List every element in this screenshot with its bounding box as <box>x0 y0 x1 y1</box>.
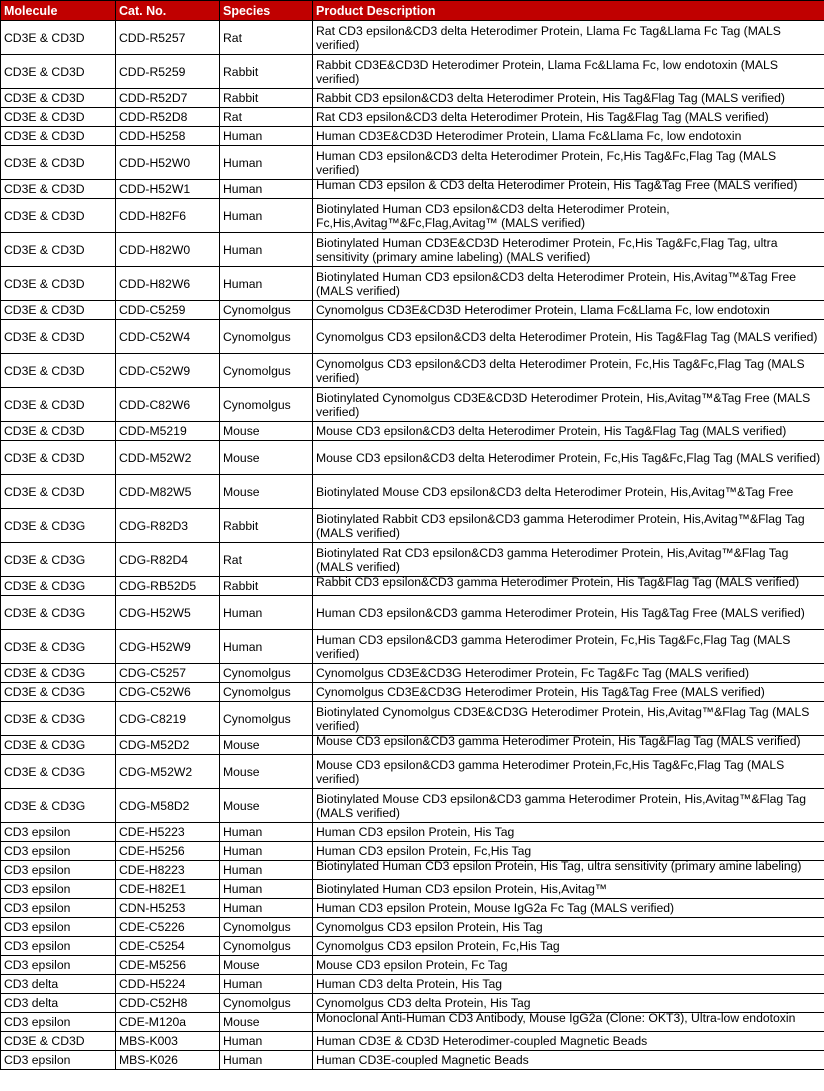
cat-no-cell: CDD-C52W4 <box>116 320 220 354</box>
description-cell: Rabbit CD3 epsilon&CD3 delta Heterodimer Protein, His Tag&Flag Tag (MALS verified) <box>313 89 824 108</box>
species-cell: Human <box>220 199 313 233</box>
molecule-cell: CD3E & CD3D <box>1 267 116 301</box>
molecule-cell: CD3E & CD3G <box>1 577 116 596</box>
cat-no-cell: CDD-H52W1 <box>116 180 220 199</box>
description-cell: Human CD3 epsilon Protein, Fc,His Tag <box>313 842 824 861</box>
molecule-cell: CD3E & CD3D <box>1 422 116 441</box>
table-row <box>1 630 824 664</box>
species-cell: Mouse <box>220 736 313 755</box>
table-row <box>1 301 824 320</box>
cat-no-cell: CDD-M5219 <box>116 422 220 441</box>
table-row <box>1 233 824 267</box>
molecule-cell: CD3 epsilon <box>1 1051 116 1070</box>
cat-no-cell: CDD-R5257 <box>116 21 220 55</box>
table-row <box>1 422 824 441</box>
table-row <box>1 736 824 755</box>
description-cell: Human CD3E & CD3D Heterodimer-coupled Magnetic Beads <box>313 1032 824 1051</box>
species-cell: Human <box>220 180 313 199</box>
species-cell: Human <box>220 1051 313 1070</box>
molecule-cell: CD3E & CD3D <box>1 475 116 509</box>
cat-no-cell: CDE-C5254 <box>116 937 220 956</box>
table-row <box>1 683 824 702</box>
cat-no-cell: CDG-H52W5 <box>116 596 220 630</box>
molecule-cell: CD3 epsilon <box>1 1013 116 1032</box>
description-cell: Cynomolgus CD3E&CD3G Heterodimer Protein, Fc Tag&Fc Tag (MALS verified) <box>313 664 824 683</box>
table-row <box>1 702 824 736</box>
molecule-cell: CD3 epsilon <box>1 880 116 899</box>
cat-no-cell: CDD-C52H8 <box>116 994 220 1013</box>
molecule-cell: CD3 epsilon <box>1 937 116 956</box>
description-cell: Biotinylated Mouse CD3 epsilon&CD3 delta Heterodimer Protein, His,Avitag™&Tag Free <box>313 475 824 509</box>
molecule-cell: CD3E & CD3D <box>1 199 116 233</box>
header-product-description: Product Description <box>313 1 824 21</box>
description-cell: Mouse CD3 epsilon&CD3 delta Heterodimer Protein, His Tag&Flag Tag (MALS verified) <box>313 422 824 441</box>
description-cell: Human CD3 epsilon & CD3 delta Heterodimer Protein, His Tag&Tag Free (MALS verified) <box>313 180 824 199</box>
species-cell: Cynomolgus <box>220 301 313 320</box>
description-cell: Biotinylated Human CD3 epsilon Protein, His Tag, ultra sensitivity (primary amine labeling) <box>313 861 824 880</box>
cat-no-cell: CDD-R5259 <box>116 55 220 89</box>
cat-no-cell: CDN-H5253 <box>116 899 220 918</box>
species-cell: Human <box>220 880 313 899</box>
molecule-cell: CD3E & CD3G <box>1 596 116 630</box>
molecule-cell: CD3 delta <box>1 994 116 1013</box>
description-cell: Cynomolgus CD3E&CD3D Heterodimer Protein, Llama Fc&Llama Fc, low endotoxin <box>313 301 824 320</box>
species-cell: Mouse <box>220 475 313 509</box>
table-row <box>1 1013 824 1032</box>
description-cell: Cynomolgus CD3 epsilon&CD3 delta Heterodimer Protein, His Tag&Flag Tag (MALS verified) <box>313 320 824 354</box>
table-row <box>1 127 824 146</box>
description-cell: Rabbit CD3E&CD3D Heterodimer Protein, Llama Fc&Llama Fc, low endotoxin (MALS verified) <box>313 55 824 89</box>
species-cell: Mouse <box>220 441 313 475</box>
molecule-cell: CD3E & CD3D <box>1 388 116 422</box>
cat-no-cell: CDE-M5256 <box>116 956 220 975</box>
table-row <box>1 596 824 630</box>
table-row <box>1 956 824 975</box>
species-cell: Human <box>220 596 313 630</box>
description-cell: Cynomolgus CD3 delta Protein, His Tag <box>313 994 824 1013</box>
species-cell: Human <box>220 861 313 880</box>
table-row <box>1 975 824 994</box>
description-cell: Biotinylated Human CD3 epsilon&CD3 delta Heterodimer Protein, His,Avitag™&Tag Free (MALS verified) <box>313 267 824 301</box>
table-row <box>1 918 824 937</box>
species-cell: Cynomolgus <box>220 354 313 388</box>
cat-no-cell: CDG-M52D2 <box>116 736 220 755</box>
molecule-cell: CD3E & CD3D <box>1 108 116 127</box>
cat-no-cell: CDE-H8223 <box>116 861 220 880</box>
species-cell: Mouse <box>220 422 313 441</box>
species-cell: Rabbit <box>220 577 313 596</box>
cat-no-cell: CDD-C52W9 <box>116 354 220 388</box>
species-cell: Mouse <box>220 789 313 823</box>
molecule-cell: CD3 epsilon <box>1 899 116 918</box>
cat-no-cell: CDD-C5259 <box>116 301 220 320</box>
species-cell: Human <box>220 146 313 180</box>
species-cell: Rat <box>220 108 313 127</box>
molecule-cell: CD3E & CD3G <box>1 630 116 664</box>
table-row <box>1 861 824 880</box>
cat-no-cell: CDE-M120a <box>116 1013 220 1032</box>
table-row <box>1 899 824 918</box>
description-cell: Biotinylated Human CD3 epsilon Protein, His,Avitag™ <box>313 880 824 899</box>
cat-no-cell: CDD-H5224 <box>116 975 220 994</box>
molecule-cell: CD3E & CD3D <box>1 55 116 89</box>
molecule-cell: CD3E & CD3G <box>1 543 116 577</box>
cat-no-cell: MBS-K003 <box>116 1032 220 1051</box>
cat-no-cell: CDD-M82W5 <box>116 475 220 509</box>
cat-no-cell: CDG-M52W2 <box>116 755 220 789</box>
description-cell: Human CD3 epsilon Protein, His Tag <box>313 823 824 842</box>
cat-no-cell: CDD-H82W6 <box>116 267 220 301</box>
species-cell: Human <box>220 233 313 267</box>
species-cell: Rabbit <box>220 509 313 543</box>
description-cell: Biotinylated Human CD3 epsilon&CD3 delta Heterodimer Protein, Fc,His,Avitag™&Fc,Flag,Avitag™ (MALS verified) <box>313 199 824 233</box>
cat-no-cell: CDE-H5223 <box>116 823 220 842</box>
cat-no-cell: CDG-RB52D5 <box>116 577 220 596</box>
species-cell: Rat <box>220 543 313 577</box>
species-cell: Cynomolgus <box>220 702 313 736</box>
table-row <box>1 937 824 956</box>
table-row <box>1 543 824 577</box>
species-cell: Mouse <box>220 755 313 789</box>
description-cell: Monoclonal Anti-Human CD3 Antibody, Mouse IgG2a (Clone: OKT3), Ultra-low endotoxin <box>313 1013 824 1032</box>
cat-no-cell: CDD-H52W0 <box>116 146 220 180</box>
species-cell: Rabbit <box>220 55 313 89</box>
description-cell: Human CD3 epsilon&CD3 gamma Heterodimer Protein, Fc,His Tag&Fc,Flag Tag (MALS verified) <box>313 630 824 664</box>
description-cell: Rat CD3 epsilon&CD3 delta Heterodimer Protein, His Tag&Flag Tag (MALS verified) <box>313 108 824 127</box>
species-cell: Cynomolgus <box>220 683 313 702</box>
cat-no-cell: CDG-R82D4 <box>116 543 220 577</box>
cat-no-cell: CDG-C5257 <box>116 664 220 683</box>
species-cell: Rat <box>220 21 313 55</box>
table-row <box>1 509 824 543</box>
description-cell: Mouse CD3 epsilon Protein, Fc Tag <box>313 956 824 975</box>
table-row <box>1 146 824 180</box>
table-row <box>1 441 824 475</box>
header-molecule: Molecule <box>1 1 116 21</box>
table-row <box>1 388 824 422</box>
header-row <box>1 1 824 21</box>
description-cell: Mouse CD3 epsilon&CD3 gamma Heterodimer Protein,Fc,His Tag&Fc,Flag Tag (MALS verified) <box>313 755 824 789</box>
cat-no-cell: CDG-H52W9 <box>116 630 220 664</box>
table-row <box>1 180 824 199</box>
species-cell: Human <box>220 842 313 861</box>
table-row <box>1 267 824 301</box>
molecule-cell: CD3E & CD3G <box>1 509 116 543</box>
cat-no-cell: CDG-M58D2 <box>116 789 220 823</box>
description-cell: Cynomolgus CD3 epsilon&CD3 delta Heterodimer Protein, Fc,His Tag&Fc,Flag Tag (MALS verified) <box>313 354 824 388</box>
cat-no-cell: MBS-K026 <box>116 1051 220 1070</box>
table-row <box>1 842 824 861</box>
description-cell: Rabbit CD3 epsilon&CD3 gamma Heterodimer Protein, His Tag&Flag Tag (MALS verified) <box>313 577 824 596</box>
table-row <box>1 880 824 899</box>
table-row <box>1 108 824 127</box>
cat-no-cell: CDG-R82D3 <box>116 509 220 543</box>
molecule-cell: CD3E & CD3D <box>1 320 116 354</box>
table-row <box>1 755 824 789</box>
molecule-cell: CD3 epsilon <box>1 956 116 975</box>
description-cell: Human CD3E-coupled Magnetic Beads <box>313 1051 824 1070</box>
species-cell: Human <box>220 975 313 994</box>
species-cell: Human <box>220 127 313 146</box>
cat-no-cell: CDD-H5258 <box>116 127 220 146</box>
cat-no-cell: CDD-M52W2 <box>116 441 220 475</box>
cat-no-cell: CDE-H5256 <box>116 842 220 861</box>
table-row <box>1 823 824 842</box>
molecule-cell: CD3E & CD3D <box>1 180 116 199</box>
cat-no-cell: CDD-R52D8 <box>116 108 220 127</box>
species-cell: Cynomolgus <box>220 664 313 683</box>
species-cell: Human <box>220 267 313 301</box>
table-row <box>1 354 824 388</box>
cat-no-cell: CDD-H82F6 <box>116 199 220 233</box>
species-cell: Human <box>220 899 313 918</box>
molecule-cell: CD3E & CD3D <box>1 301 116 320</box>
description-cell: Cynomolgus CD3E&CD3G Heterodimer Protein, His Tag&Tag Free (MALS verified) <box>313 683 824 702</box>
molecule-cell: CD3E & CD3G <box>1 702 116 736</box>
molecule-cell: CD3E & CD3D <box>1 233 116 267</box>
table-row <box>1 1051 824 1070</box>
species-cell: Rabbit <box>220 89 313 108</box>
molecule-cell: CD3E & CD3G <box>1 789 116 823</box>
species-cell: Cynomolgus <box>220 918 313 937</box>
description-cell: Biotinylated Cynomolgus CD3E&CD3D Heterodimer Protein, His,Avitag™&Tag Free (MALS verified) <box>313 388 824 422</box>
molecule-cell: CD3E & CD3D <box>1 354 116 388</box>
cat-no-cell: CDE-C5226 <box>116 918 220 937</box>
cat-no-cell: CDD-R52D7 <box>116 89 220 108</box>
table-row <box>1 320 824 354</box>
species-cell: Cynomolgus <box>220 320 313 354</box>
species-cell: Human <box>220 823 313 842</box>
description-cell: Human CD3 epsilon&CD3 delta Heterodimer Protein, Fc,His Tag&Fc,Flag Tag (MALS verified) <box>313 146 824 180</box>
cat-no-cell: CDG-C8219 <box>116 702 220 736</box>
molecule-cell: CD3E & CD3G <box>1 683 116 702</box>
molecule-cell: CD3E & CD3D <box>1 89 116 108</box>
molecule-cell: CD3E & CD3G <box>1 664 116 683</box>
header-cat-no: Cat. No. <box>116 1 220 21</box>
table-row <box>1 55 824 89</box>
molecule-cell: CD3E & CD3D <box>1 21 116 55</box>
description-cell: Cynomolgus CD3 epsilon Protein, His Tag <box>313 918 824 937</box>
table-row <box>1 577 824 596</box>
molecule-cell: CD3E & CD3D <box>1 127 116 146</box>
table-row <box>1 994 824 1013</box>
description-cell: Mouse CD3 epsilon&CD3 gamma Heterodimer Protein, His Tag&Flag Tag (MALS verified) <box>313 736 824 755</box>
description-cell: Mouse CD3 epsilon&CD3 delta Heterodimer Protein, Fc,His Tag&Fc,Flag Tag (MALS verified) <box>313 441 824 475</box>
species-cell: Human <box>220 1032 313 1051</box>
molecule-cell: CD3 epsilon <box>1 842 116 861</box>
description-cell: Biotinylated Human CD3E&CD3D Heterodimer Protein, Fc,His Tag&Fc,Flag Tag, ultra sensitivity (primary amine labeling) (MALS verified) <box>313 233 824 267</box>
molecule-cell: CD3E & CD3G <box>1 736 116 755</box>
description-cell: Human CD3E&CD3D Heterodimer Protein, Llama Fc&Llama Fc, low endotoxin <box>313 127 824 146</box>
description-cell: Biotinylated Cynomolgus CD3E&CD3G Heterodimer Protein, His,Avitag™&Flag Tag (MALS verified) <box>313 702 824 736</box>
molecule-cell: CD3E & CD3G <box>1 755 116 789</box>
species-cell: Mouse <box>220 1013 313 1032</box>
species-cell: Cynomolgus <box>220 994 313 1013</box>
molecule-cell: CD3 epsilon <box>1 918 116 937</box>
description-cell: Biotinylated Mouse CD3 epsilon&CD3 gamma Heterodimer Protein, His,Avitag™&Flag Tag (MALS verified) <box>313 789 824 823</box>
table-row <box>1 789 824 823</box>
description-cell: Human CD3 epsilon Protein, Mouse IgG2a Fc Tag (MALS verified) <box>313 899 824 918</box>
table-row <box>1 89 824 108</box>
description-cell: Biotinylated Rat CD3 epsilon&CD3 gamma Heterodimer Protein, His,Avitag™&Flag Tag (MALS verified) <box>313 543 824 577</box>
description-cell: Biotinylated Rabbit CD3 epsilon&CD3 gamma Heterodimer Protein, His,Avitag™&Flag Tag (MALS verified) <box>313 509 824 543</box>
species-cell: Human <box>220 630 313 664</box>
molecule-cell: CD3 delta <box>1 975 116 994</box>
table-row <box>1 21 824 55</box>
table-row <box>1 199 824 233</box>
molecule-cell: CD3 epsilon <box>1 823 116 842</box>
species-cell: Cynomolgus <box>220 937 313 956</box>
cat-no-cell: CDE-H82E1 <box>116 880 220 899</box>
table-row <box>1 475 824 509</box>
molecule-cell: CD3E & CD3D <box>1 1032 116 1051</box>
description-cell: Rat CD3 epsilon&CD3 delta Heterodimer Protein, Llama Fc Tag&Llama Fc Tag (MALS verified) <box>313 21 824 55</box>
molecule-cell: CD3 epsilon <box>1 861 116 880</box>
description-cell: Human CD3 delta Protein, His Tag <box>313 975 824 994</box>
cat-no-cell: CDG-C52W6 <box>116 683 220 702</box>
molecule-cell: CD3E & CD3D <box>1 441 116 475</box>
table-row <box>1 664 824 683</box>
table-row <box>1 1032 824 1051</box>
description-cell: Cynomolgus CD3 epsilon Protein, Fc,His Tag <box>313 937 824 956</box>
cat-no-cell: CDD-C82W6 <box>116 388 220 422</box>
description-cell: Human CD3 epsilon&CD3 gamma Heterodimer Protein, His Tag&Tag Free (MALS verified) <box>313 596 824 630</box>
cat-no-cell: CDD-H82W0 <box>116 233 220 267</box>
species-cell: Cynomolgus <box>220 388 313 422</box>
header-species: Species <box>220 1 313 21</box>
molecule-cell: CD3E & CD3D <box>1 146 116 180</box>
species-cell: Mouse <box>220 956 313 975</box>
